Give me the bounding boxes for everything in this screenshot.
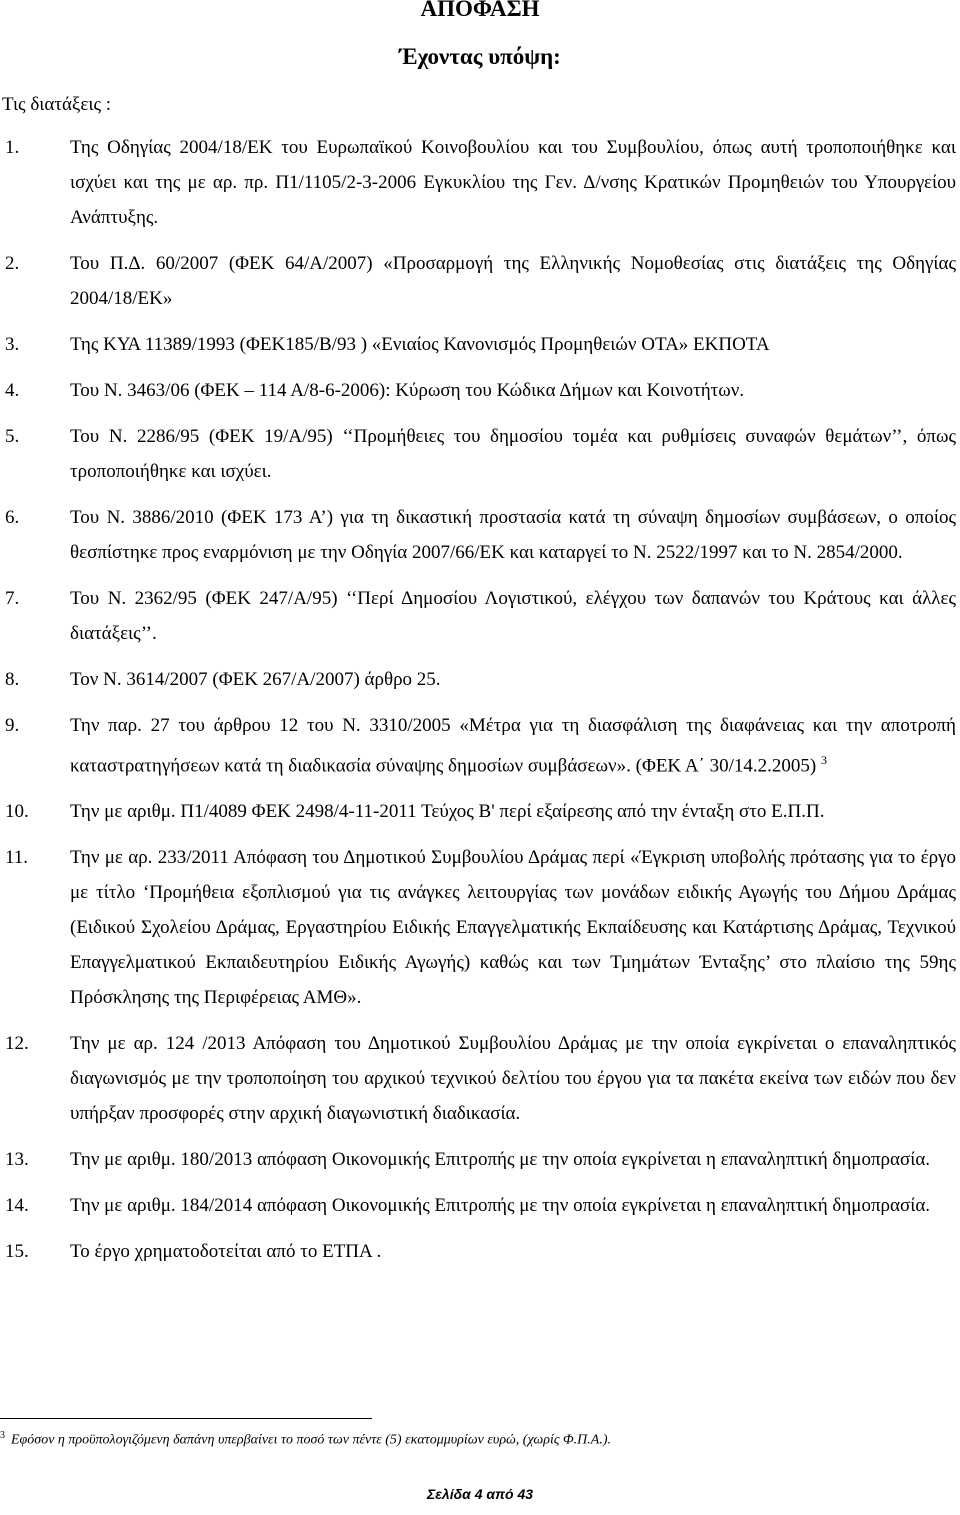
- item-text: Την παρ. 27 του άρθρου 12 του Ν. 3310/2005 «Μέτρα για τη διασφάλιση της διαφάνειας και την αποτροπή καταστρατηγήσεων κατά τη διαδικασία σύναψης δημοσίων συμβάσεων». (ΦΕΚ Α΄ 30/14.2.2005): [70, 715, 956, 777]
- list-item: [0, 1234, 956, 1269]
- item-text: Του Ν. 3463/06 (ΦΕΚ – 114 Α/8-6-2006): Κύρωση του Κώδικα Δήμων και Κοινοτήτων.: [70, 380, 745, 401]
- item-number: 2.: [5, 253, 20, 274]
- footnote-text: Εφόσον η προϋπολογιζόμενη δαπάνη υπερβαίνει το ποσό των πέντε (5) εκατομμυρίων ευρώ, (χωρίς Φ.Π.Α.).: [11, 1432, 611, 1448]
- footnote: [0, 1430, 611, 1449]
- provisions-list: [0, 130, 956, 1280]
- item-number: 5.: [5, 426, 20, 447]
- list-item: [0, 246, 956, 316]
- item-text: Την με αρ. 233/2011 Απόφαση του Δημοτικού Συμβουλίου Δράμας περί «Έγκριση υποβολής πρότασης για το έργο με τίτλο ‘Προμήθεια εξοπλισμού για τις ανάγκες λειτουργίας των μονάδων ειδικής Αγωγής του Δήμου Δράμας (Ειδικού Σχολείου Δράμας, Εργαστηρίου Ειδικής Επαγγελματικής Εκπαίδευσης και Κατάρτισης Δράμας, Τεχνικού Επαγγελματικού Εκπαιδευτηρίου Ειδικής Αγωγής) καθώς και των Τμημάτων Ένταξης’ στο πλαίσιο της 59ης Πρόσκλησης της Περιφέρειας ΑΜΘ».: [70, 847, 956, 1009]
- document-subtitle: Έχοντας υπόψη:: [399, 44, 561, 69]
- item-text: Τον Ν. 3614/2007 (ΦΕΚ 267/Α/2007) άρθρο 25.: [70, 669, 441, 690]
- item-text: Της Οδηγίας 2004/18/ΕΚ του Ευρωπαϊκού Κοινοβουλίου και του Συμβουλίου, όπως αυτή τροποποιήθηκε και ισχύει και της με αρ. πρ. Π1/1105/2-3-2006 Εγκυκλίου της Γεν. Δ/νσης Κρατικών Προμηθειών του Υπουργείου Ανάπτυξης.: [70, 137, 956, 228]
- item-number: 8.: [5, 669, 20, 690]
- item-number: 10.: [5, 801, 29, 823]
- list-item: [0, 794, 956, 829]
- item-number: 9.: [5, 715, 20, 736]
- item-text: Την με αριθμ. 180/2013 απόφαση Οικονομικής Επιτροπής με την οποία εγκρίνεται η επαναληπτική δημοπρασία.: [70, 1149, 931, 1171]
- item-text: Του Π.Δ. 60/2007 (ΦΕΚ 64/Α/2007) «Προσαρμογή της Ελληνικής Νομοθεσίας στις διατάξεις της Οδηγίας 2004/18/ΕΚ»: [70, 253, 956, 309]
- intro-text: Τις διατάξεις :: [2, 94, 112, 115]
- item-text: Το έργο χρηματοδοτείται από το ΕΤΠΑ .: [70, 1241, 382, 1263]
- item-number: 6.: [5, 507, 20, 528]
- list-item: [0, 1026, 956, 1131]
- item-number: 13.: [5, 1149, 29, 1171]
- list-item: [0, 662, 956, 697]
- item-text: Της ΚΥΑ 11389/1993 (ΦΕΚ185/Β/93 ) «Ενιαίος Κανονισμός Προμηθειών ΟΤΑ» ΕΚΠΟΤΑ: [70, 334, 770, 355]
- list-item: [0, 840, 956, 1015]
- item-number: 15.: [5, 1241, 29, 1263]
- footnote-mark: 3: [0, 1430, 5, 1441]
- item-text: Την με αρ. 124 /2013 Απόφαση του Δημοτικού Συμβουλίου Δράμας με την οποία εγκρίνεται ο επαναληπτικός διαγωνισμός με την τροποποίηση του αρχικού τεχνικού δελτίου του έργου για τα πακέτα εκείνα των ειδών που δεν υπήρξαν προσφορές στην αρχική διαγωνιστική διαδικασία.: [70, 1033, 956, 1125]
- list-item: [0, 327, 956, 362]
- list-item: [0, 1142, 956, 1177]
- item-number: 1.: [5, 137, 20, 158]
- item-number: 3.: [5, 334, 20, 355]
- list-item: [0, 708, 956, 783]
- item-text: Του Ν. 2362/95 (ΦΕΚ 247/Α/95) ‘‘Περί Δημοσίου Λογιστικού, ελέγχου των δαπανών του Κράτους και άλλες διατάξεις’’.: [70, 588, 956, 644]
- item-number: 11.: [5, 847, 29, 869]
- item-text: Του Ν. 3886/2010 (ΦΕΚ 173 Α’) για τη δικαστική προστασία κατά τη σύναψη δημοσίων συμβάσεων, ο οποίος θεσπίστηκε προς εναρμόνιση με την Οδηγία 2007/66/ΕΚ και καταργεί το Ν. 2522/1997 και το Ν. 2854/2000.: [70, 507, 956, 563]
- item-number: 4.: [5, 380, 20, 401]
- document-title: ΑΠΟΦΑΣΗ: [420, 0, 540, 21]
- page-number: Σελίδα 4 από 43: [426, 1486, 534, 1502]
- footnote-separator: [0, 1418, 372, 1419]
- item-number: 12.: [5, 1033, 29, 1055]
- item-number: 14.: [5, 1195, 29, 1217]
- list-item: [0, 1188, 956, 1223]
- list-item: [0, 130, 956, 235]
- list-item: [0, 419, 956, 489]
- item-text: Την με αριθμ. Π1/4089 ΦΕΚ 2498/4-11-2011 Τεύχος Β' περί εξαίρεσης από την ένταξη στο Ε.Π.Π.: [70, 801, 825, 823]
- item-number: 7.: [5, 588, 20, 609]
- list-item: [0, 500, 956, 570]
- list-item: [0, 581, 956, 651]
- footnote-ref: 3: [821, 753, 828, 767]
- item-text: Του Ν. 2286/95 (ΦΕΚ 19/Α/95) ‘‘Προμήθειες του δημοσίου τομέα και ρυθμίσεις συναφών θεμάτων’’, όπως τροποποιήθηκε και ισχύει.: [70, 426, 956, 482]
- item-text: Την με αριθμ. 184/2014 απόφαση Οικονομικής Επιτροπής με την οποία εγκρίνεται η επαναληπτική δημοπρασία.: [70, 1195, 931, 1217]
- item-text-with-ref: [70, 708, 956, 783]
- list-item: [0, 373, 956, 408]
